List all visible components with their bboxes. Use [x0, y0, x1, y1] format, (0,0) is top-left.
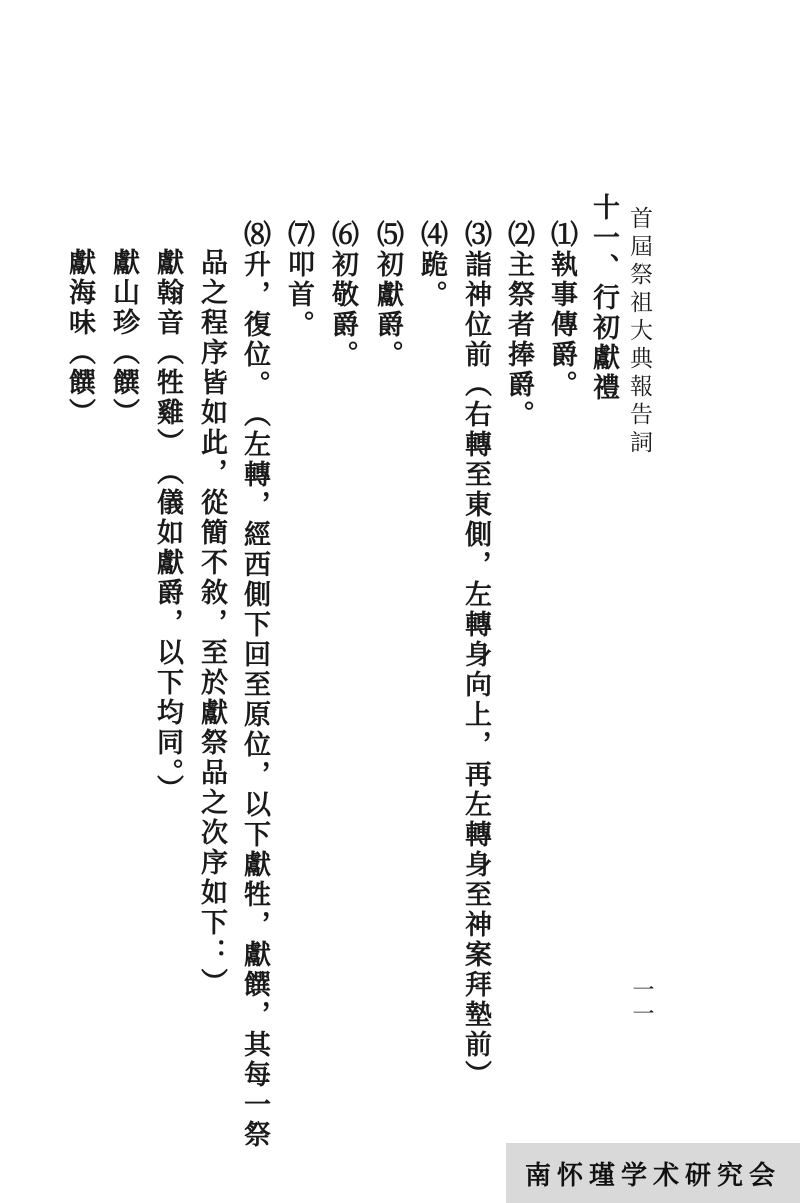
offering-hanyin: 獻翰音︵牲雞︶︵儀如獻爵，以下均同。︶ — [152, 248, 183, 805]
step-7: ⑺叩首。 — [283, 220, 314, 340]
step-5: ⑸初獻爵。 — [372, 220, 403, 370]
step-4: ⑷跪。 — [416, 220, 447, 310]
step-1: ⑴執事傳爵。 — [546, 220, 577, 400]
section-heading: 十一、行初獻禮 — [588, 193, 619, 403]
watermark-text: 南怀瑾学术研究会 — [524, 1160, 781, 1191]
offering-haiwei: 獻海味︵饌︶ — [64, 248, 95, 428]
step-3: ⑶詣神位前︵右轉至東側，左轉身向上，再左轉身至神案拜墊前︶ — [460, 220, 491, 1090]
step-6: ⑹初敬爵。 — [327, 220, 358, 370]
step-8-continued: 品之程序皆如此，從簡不敘，至於獻祭品之次序如下：︶ — [196, 248, 227, 998]
watermark — [506, 1143, 800, 1203]
offering-shanzhen: 獻山珍︵饌︶ — [108, 248, 139, 428]
page-number: 一一 — [629, 978, 654, 1026]
step-2: ⑵主祭者捧爵。 — [503, 220, 534, 430]
step-8: ⑻升，復位。︵左轉，經西側下回至原位，以下獻牲，獻饌，其每一祭 — [239, 220, 270, 1150]
running-title: 首屆祭祖大典報告詞 — [626, 206, 652, 458]
